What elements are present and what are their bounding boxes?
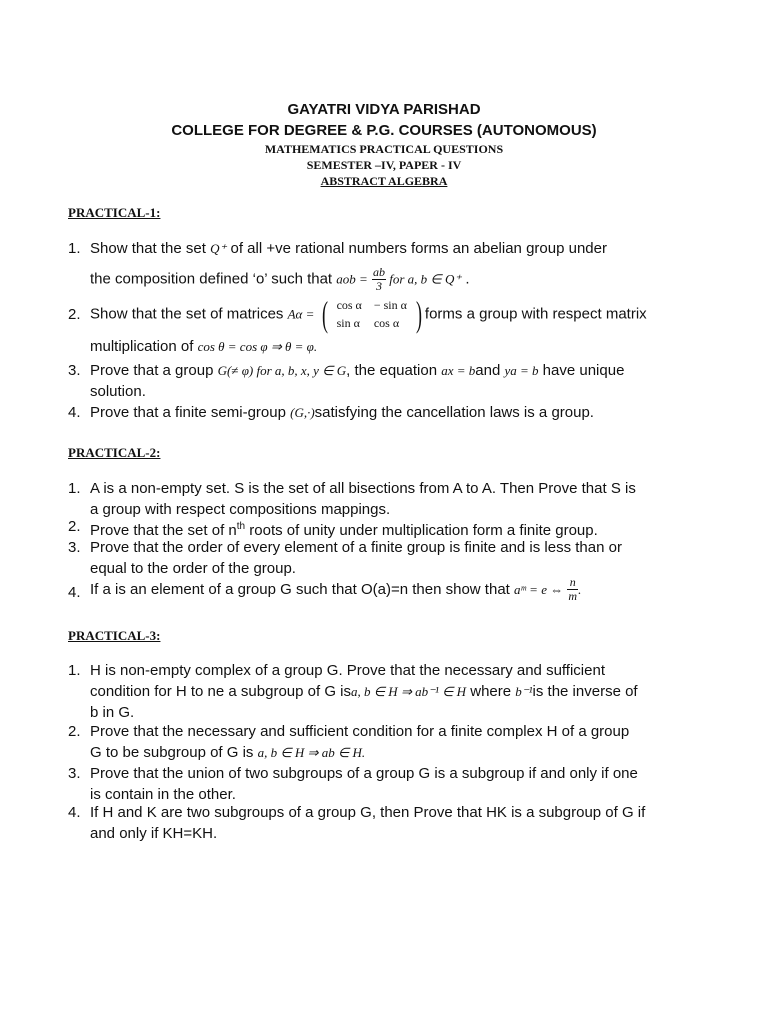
section-heading-practical-1: PRACTICAL-1:: [68, 205, 161, 220]
question-number: 3.: [68, 765, 81, 782]
numerator: ab: [372, 265, 385, 279]
question-line: [90, 266, 718, 293]
question-line: Prove that the union of two subgroups of a group G is a subgroup if and only if one: [90, 765, 638, 782]
math-expression: (G,·): [290, 405, 315, 420]
superscript: th: [236, 521, 246, 532]
rotation-matrix: [331, 296, 413, 332]
left-paren: (: [321, 294, 328, 334]
question-number: 4.: [68, 404, 81, 421]
math-expression: ya = b: [504, 363, 539, 378]
text: multiplication of: [90, 338, 198, 355]
math-expression: ax = b: [441, 363, 476, 378]
text: Prove that the set of n: [90, 522, 237, 539]
math-expression: b⁻¹: [515, 684, 533, 699]
text: G to be subgroup of G is: [90, 744, 258, 761]
text: of all +ve rational numbers forms an abelian group under: [226, 240, 607, 257]
text: If a is an element of a group G such that O(a)=n then show that: [90, 581, 514, 598]
matrix-cell: − sin α: [373, 298, 407, 312]
text: satisfying the cancellation laws is a group.: [314, 404, 594, 421]
math-expression: Q⁺: [210, 241, 227, 256]
denominator: 3: [375, 279, 382, 293]
question-number: 1.: [68, 480, 81, 497]
question-number: 3.: [68, 539, 81, 556]
question-line: [90, 360, 718, 381]
semester-paper: SEMESTER –IV, PAPER - IV: [306, 158, 462, 172]
text: Show that the set: [90, 240, 211, 257]
document-subtitle: MATHEMATICS PRACTICAL QUESTIONS: [264, 142, 504, 156]
question-line: [90, 336, 718, 357]
numerator: n: [569, 575, 576, 589]
question-line: is contain in the other.: [90, 786, 236, 803]
question-line: [90, 576, 718, 603]
text: .: [578, 582, 582, 597]
math-expression: G(≠ φ) for a, b, x, y ∈ G: [217, 363, 347, 378]
math-expression: aob =: [336, 271, 368, 287]
text: where: [466, 683, 516, 700]
text: roots of unity under multiplication form a finite group.: [245, 522, 598, 539]
text: and: [475, 362, 505, 379]
math-expression: for a, b ∈ Q⁺: [385, 271, 462, 287]
matrix-cell: sin α: [336, 316, 360, 330]
question-number: 2.: [68, 518, 81, 535]
math-expression: aᵐ = e ⇔: [514, 582, 564, 597]
question-number: 4.: [68, 804, 81, 821]
question-number: 1.: [68, 240, 81, 257]
math-expression: a, b ∈ H ⇒ ab⁻¹ ∈ H: [350, 684, 467, 699]
question-line: Prove that the necessary and sufficient condition for a finite complex H of a group: [90, 723, 630, 740]
question-number: 1.: [68, 662, 81, 679]
question-line: and only if KH=KH.: [90, 825, 218, 842]
section-heading-practical-2: PRACTICAL-2:: [68, 445, 161, 460]
text: , the equation: [346, 362, 442, 379]
question-number: 2.: [68, 723, 81, 740]
text: .: [461, 270, 470, 288]
subject-title: ABSTRACT ALGEBRA: [320, 174, 448, 188]
text: Prove that a group: [90, 362, 218, 379]
question-line: H is non-empty complex of a group G. Prove that the necessary and sufficient: [90, 662, 605, 679]
question-line: [90, 681, 718, 702]
text: is the inverse of: [532, 683, 638, 700]
question-line: [90, 238, 718, 259]
math-expression: cos θ = cos φ ⇒ θ = φ.: [197, 339, 318, 354]
question-line: [90, 296, 718, 334]
right-paren: ): [415, 294, 422, 334]
question-line: a group with respect compositions mappings.: [90, 501, 391, 518]
text: the composition defined ‘o’ such that: [90, 270, 337, 288]
question-line: b in G.: [90, 704, 135, 721]
denominator: m: [568, 589, 578, 603]
text: forms a group with respect matrix: [424, 305, 647, 323]
text: have unique: [538, 362, 625, 379]
question-number: 2.: [68, 306, 81, 323]
question-line: If H and K are two subgroups of a group G, then Prove that HK is a subgroup of G if: [90, 804, 646, 821]
question-line: Prove that the order of every element of a finite group is finite and is less than or: [90, 539, 622, 556]
matrix-cell: cos α: [336, 298, 362, 312]
question-number: 3.: [68, 362, 81, 379]
college-name: COLLEGE FOR DEGREE & P.G. COURSES (AUTONOMOUS): [171, 122, 597, 139]
question-line: [90, 402, 718, 423]
matrix-cell: cos α: [373, 316, 400, 330]
fraction: [567, 576, 578, 603]
fraction: [372, 266, 386, 293]
institution-name: GAYATRI VIDYA PARISHAD: [287, 101, 481, 118]
section-heading-practical-3: PRACTICAL-3:: [68, 628, 161, 643]
math-expression: a, b ∈ H ⇒ ab ∈ H.: [257, 745, 366, 760]
math-expression: Aα =: [287, 306, 315, 322]
question-line: [90, 742, 718, 763]
question-line: A is a non-empty set. S is the set of all bisections from A to A. Then Prove that S is: [90, 480, 636, 497]
text: condition for H to ne a subgroup of G is: [90, 683, 351, 700]
text: Show that the set of matrices: [90, 305, 288, 323]
question-line: solution.: [90, 383, 146, 400]
question-line: equal to the order of the group.: [90, 560, 296, 577]
question-number: 4.: [68, 584, 81, 601]
text: Prove that a finite semi-group: [90, 404, 291, 421]
